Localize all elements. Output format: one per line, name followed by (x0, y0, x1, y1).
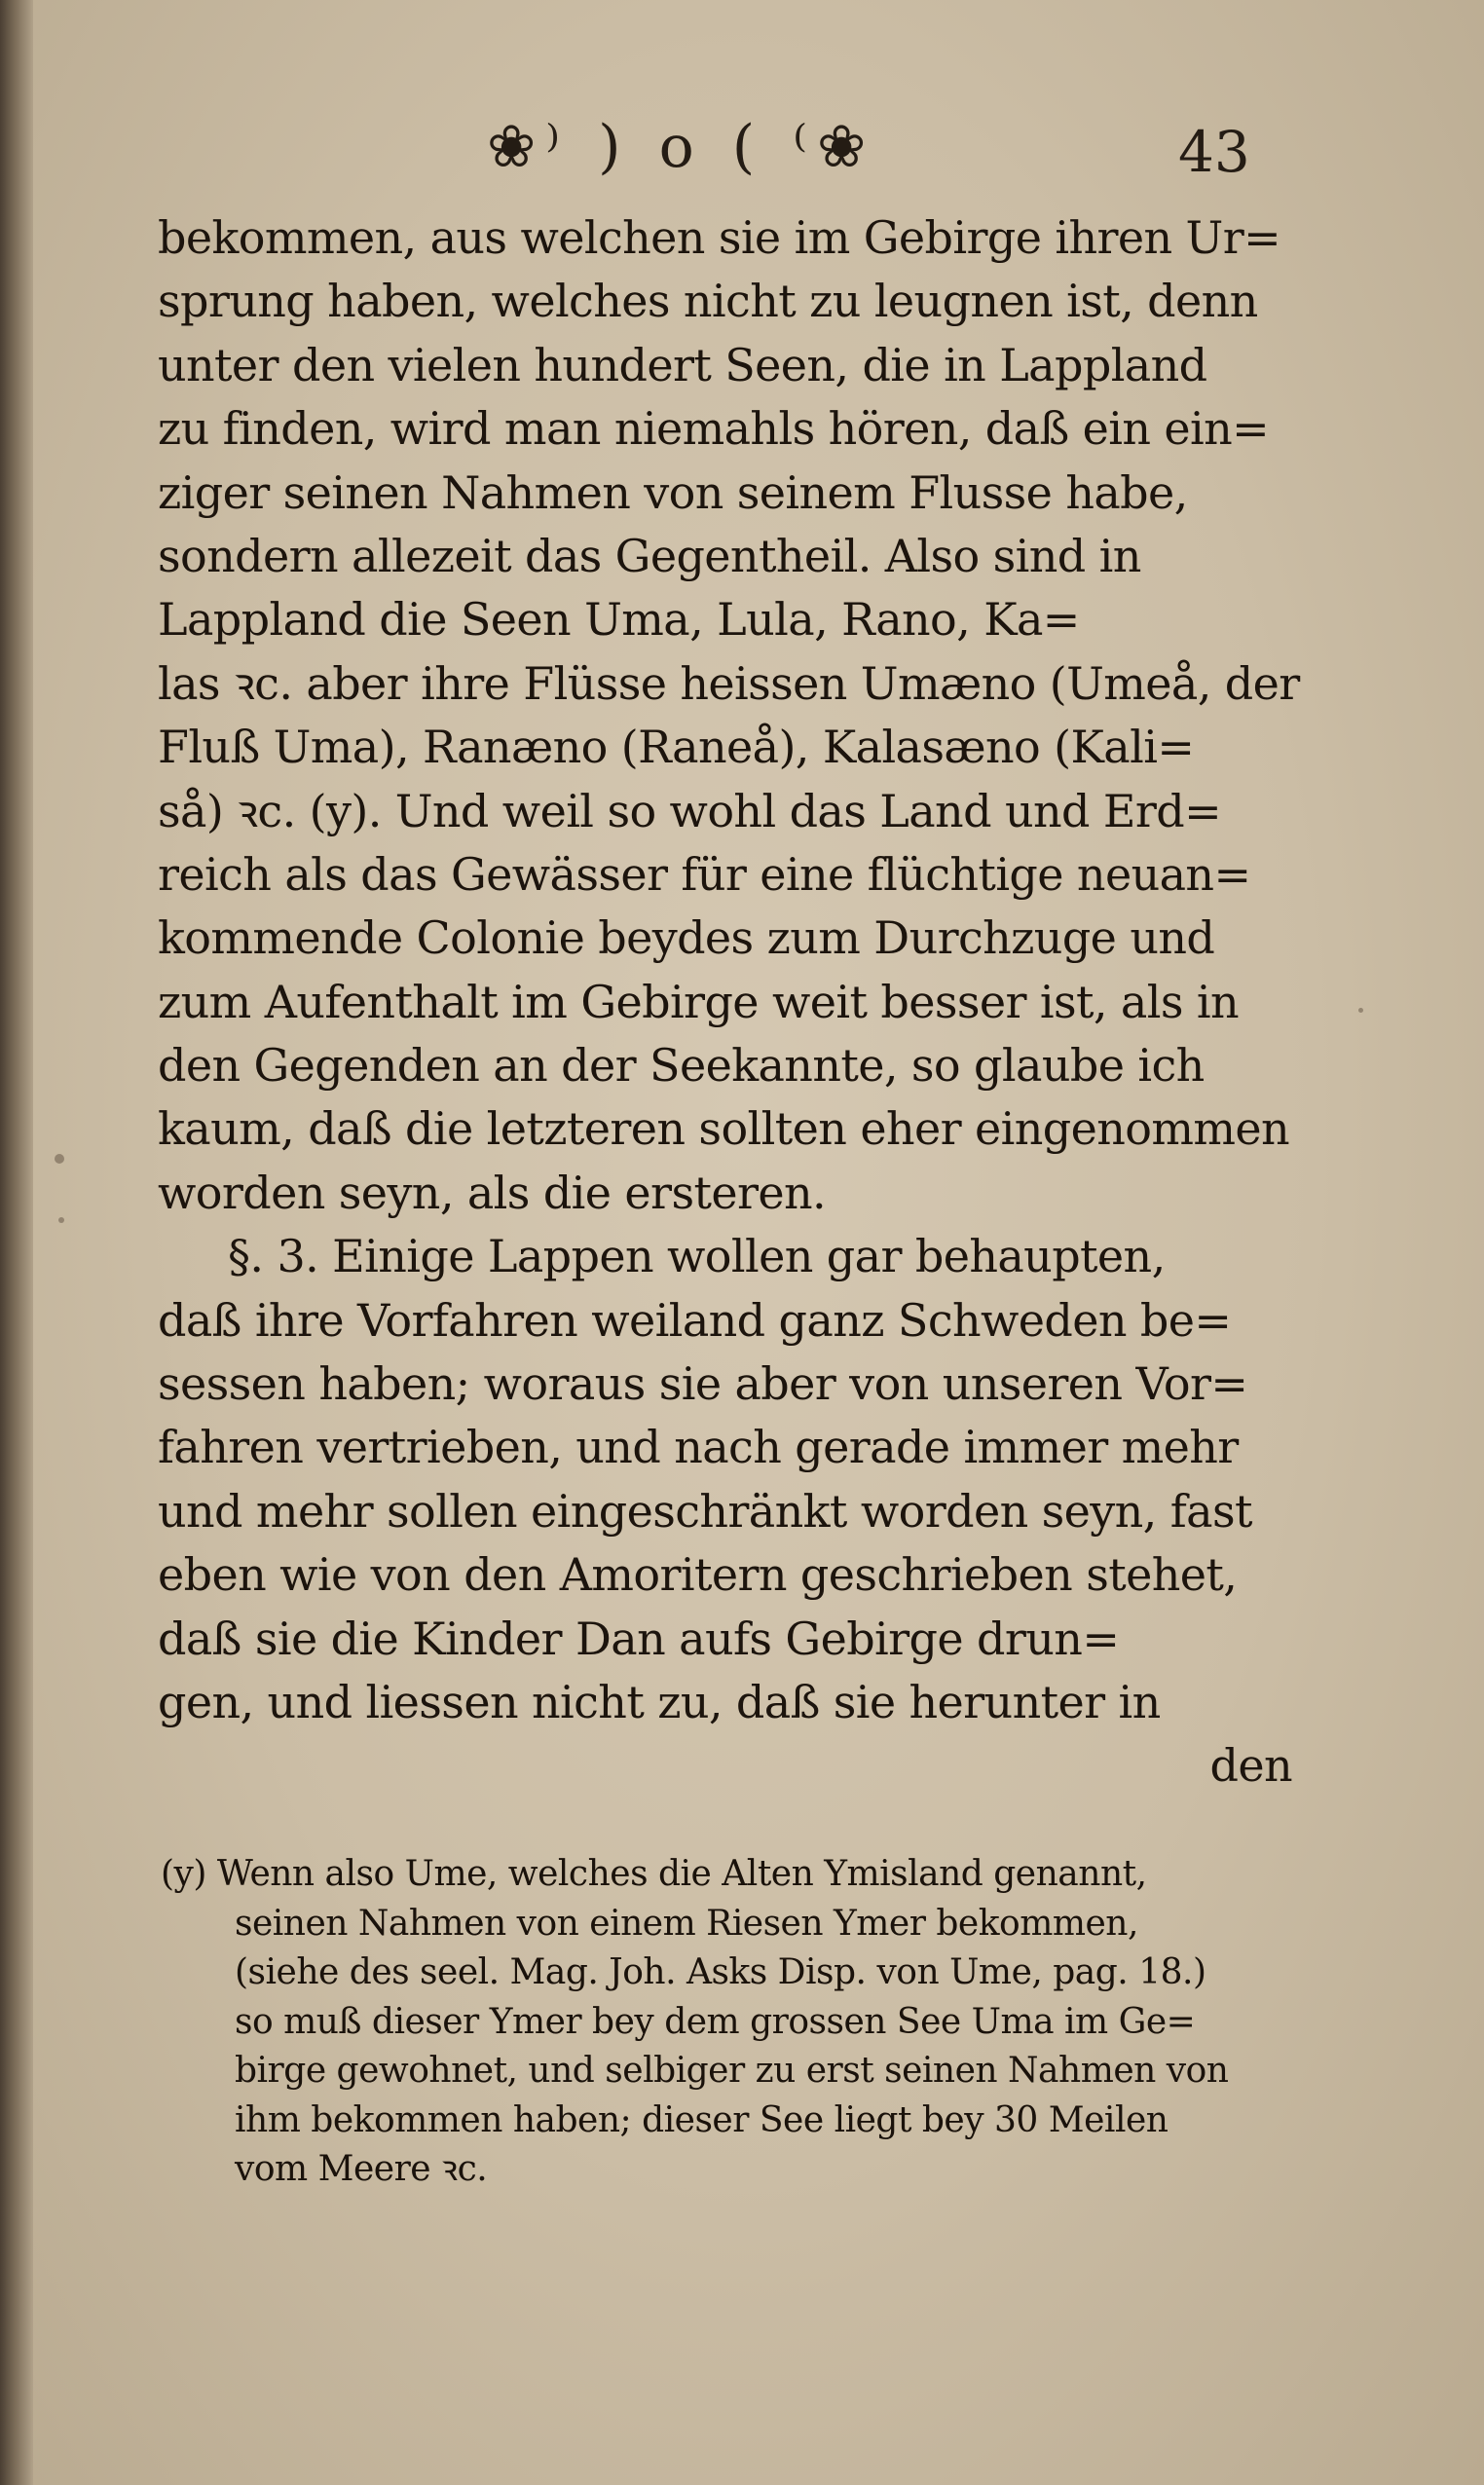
page-number: 43 (1178, 119, 1250, 185)
footnote-line: birge gewohnet, und selbiger zu erst seinen Nahmen von (235, 2051, 1229, 2091)
text-line: bekommen, aus welchen sie im Gebirge ihren Ur= (158, 211, 1281, 264)
text-line: Fluß Uma), Ranæno (Raneå), Kalasæno (Kali= (158, 721, 1195, 774)
text-line: fahren vertrieben, und nach gerade immer mehr (158, 1421, 1239, 1474)
footnote-block (161, 1850, 1315, 2195)
text-line: ziger seinen Nahmen von seinem Flusse habe, (158, 465, 1188, 519)
text-line: Lappland die Seen Uma, Lula, Rano, Ka= (158, 593, 1080, 647)
text-line: daß sie die Kinder Dan aufs Gebirge drun= (158, 1612, 1120, 1665)
text-line: eben wie von den Amoritern geschrieben stehet, (158, 1548, 1238, 1602)
text-line: så) ꝛc. (y). Und weil so wohl das Land und Erd= (158, 784, 1222, 837)
text-line: den Gegenden an der Seekannte, so glaube ich (158, 1039, 1205, 1093)
text-line: und mehr sollen eingeschränkt worden seyn, fast (158, 1484, 1252, 1538)
text-line: sprung haben, welches nicht zu leugnen ist, denn (158, 275, 1258, 328)
footnote-line: vom Meere ꝛc. (235, 2149, 488, 2189)
text-line: zum Aufenthalt im Gebirge weit besser ist, als in (158, 975, 1240, 1028)
text-line: unter den vielen hundert Seen, die in Lappland (158, 338, 1207, 391)
catchword: den (1209, 1739, 1292, 1793)
text-line: sondern allezeit das Gegentheil. Also sind in (158, 529, 1141, 582)
header-ornament: ❀⁾ ) o ( ⁽❀ (487, 113, 876, 181)
footnote-line: ihm bekommen haben; dieser See liegt bey 30 Meilen (235, 2099, 1169, 2140)
text-line: reich als das Gewässer für eine flüchtige neuan= (158, 847, 1251, 901)
text-line: las ꝛc. aber ihre Flüsse heissen Umæno (Umeå, der (158, 656, 1300, 710)
section-heading-line: §. 3. Einige Lappen wollen gar behaupten, (228, 1230, 1166, 1283)
footnote-line: (y) Wenn also Ume, welches die Alten Ymisland genannt, (161, 1854, 1147, 1894)
page-header (0, 107, 1484, 185)
paper-speck (58, 1217, 64, 1223)
text-line: gen, und liessen nicht zu, daß sie herunter in (158, 1675, 1161, 1728)
text-line: daß ihre Vorfahren weiland ganz Schweden be= (158, 1293, 1232, 1347)
paper-speck (1358, 1008, 1363, 1013)
text-line: worden seyn, als die ersteren. (158, 1166, 827, 1219)
text-line: kommende Colonie beydes zum Durchzuge und (158, 911, 1215, 965)
footnote-line: so muß dieser Ymer bey dem grossen See Uma im Ge= (235, 2001, 1196, 2042)
book-spine-shadow (0, 0, 33, 2485)
main-text (158, 206, 1302, 1799)
footnote-line: (siehe des seel. Mag. Joh. Asks Disp. von Ume, pag. 18.) (235, 1952, 1206, 1992)
footnote-line: seinen Nahmen von einem Riesen Ymer bekommen, (235, 1903, 1138, 1944)
paper-speck (55, 1154, 64, 1164)
text-line: sessen haben; woraus sie aber von unseren Vor= (158, 1357, 1248, 1411)
text-line: zu finden, wird man niemahls hören, daß ein ein= (158, 402, 1270, 456)
text-line: kaum, daß die letzteren sollten eher eingenommen (158, 1102, 1290, 1156)
